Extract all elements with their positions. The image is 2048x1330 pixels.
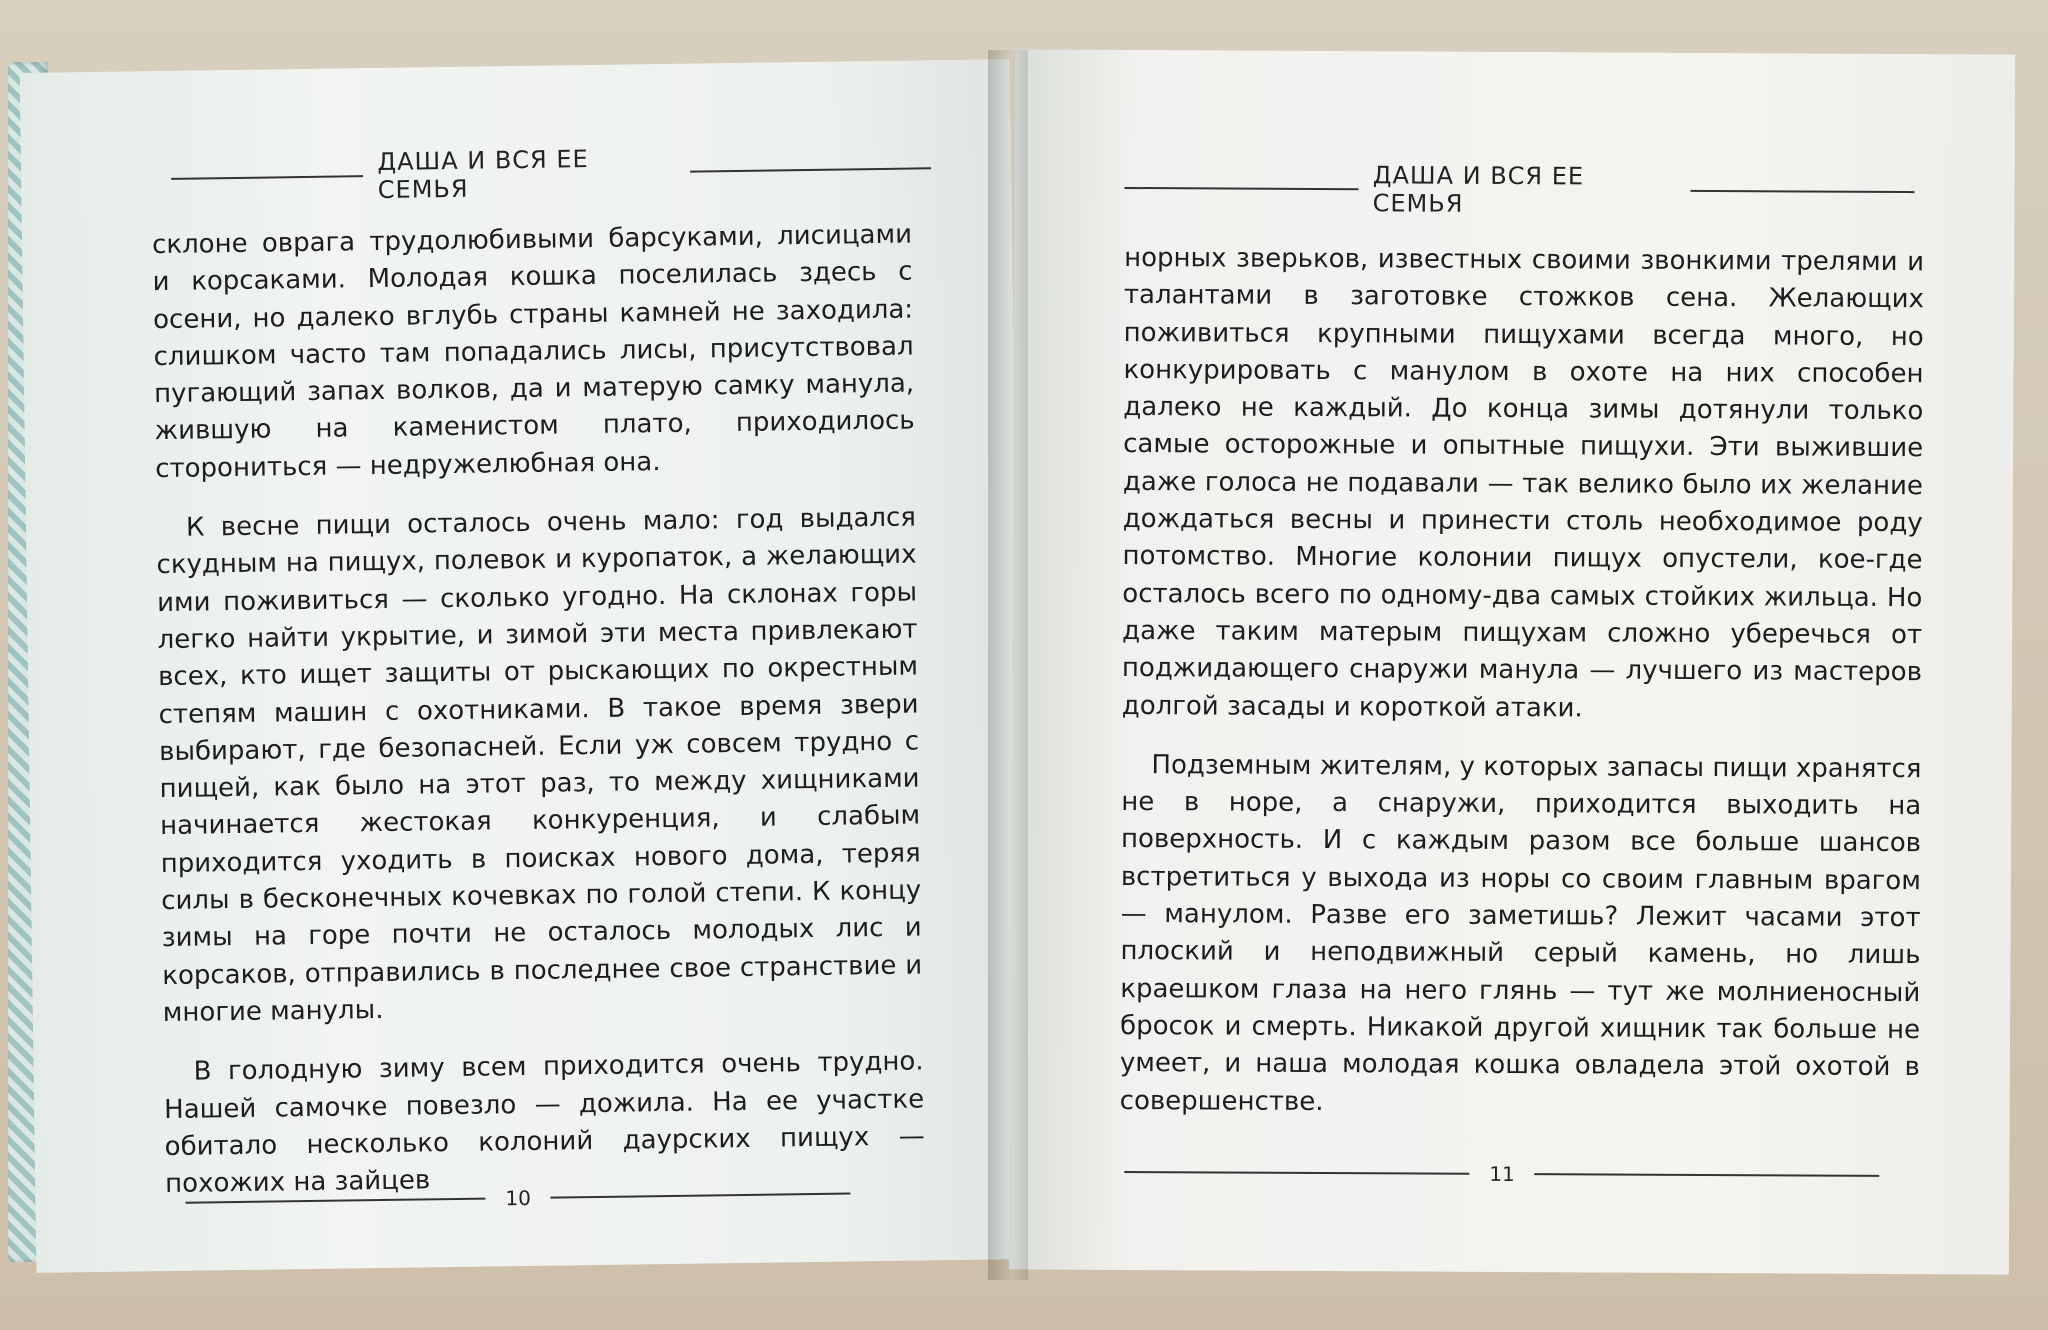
- right-body-text: [1119, 240, 1924, 1146]
- page-number: 10: [505, 1185, 532, 1211]
- head-rule-left: [1124, 187, 1358, 190]
- right-page: [1009, 49, 2015, 1274]
- book-gutter-shadow: [988, 50, 1028, 1280]
- left-running-head: [171, 140, 932, 207]
- left-page: [20, 59, 1027, 1273]
- right-running-head: [1124, 160, 1914, 220]
- foot-rule-right: [551, 1192, 851, 1198]
- left-body-text: [152, 217, 926, 1226]
- right-footer: [1124, 1160, 1914, 1188]
- head-rule-right: [691, 167, 932, 172]
- foot-rule-left: [1124, 1171, 1469, 1175]
- foot-rule-left: [185, 1198, 485, 1204]
- head-rule-right: [1690, 190, 1914, 193]
- paragraph: Подземным жителям, у которых запасы пищи хранятся не в норе, а снаружи, приходится выходить на поверхность. И с каждым разом все больше шансов встретиться у выхода из норы со своим главным врагом — манулом. Разве его заметишь? Лежит часами этот плоский и неподвижный серый камень, но лишь краешком глаза на него глянь — тут же молниеносный бросок и смерть. Никакой другой хищник так больше не умеет, и наша молодая кошка овладела этой охотой в совершенстве.: [1119, 749, 1922, 1117]
- running-head-title: ДАША И ВСЯ ЕЕ СЕМЬЯ: [377, 145, 589, 204]
- running-head-title: ДАША И ВСЯ ЕЕ СЕМЬЯ: [1372, 161, 1585, 218]
- head-rule-left: [171, 175, 363, 180]
- paragraph: В голодную зиму всем приходится очень трудно. Нашей самочке повезло — дожила. На ее участке обитало несколько колоний даурских пищух — похожих на зайцев: [163, 1046, 925, 1200]
- foot-rule-right: [1535, 1173, 1880, 1177]
- paragraph: К весне пищи осталось очень мало: год выдался скудным на пищух, полевок и куропаток, а желающих ими поживиться — сколько угодно. На склонах горы легко найти укрытие, и зимой эти места привлекают всех, кто ищет защиты от рыскающих по окрестным степям машин с охотниками. В такое время звери выбирают, где безопасней. Если уж совсем трудно с пищей, как было на этот раз, то между хищниками начинается жестокая конкуренция, и слабым приходится уходить в поисках нового дома, теряя силы в бесконечных кочевках по голой степи. К концу зимы на горе почти не осталось молодых лис и корсаков, отправились в последнее свое странствие и многие манулы.: [156, 502, 923, 1028]
- paragraph: норных зверьков, известных своими звонкими трелями и талантами в заготовке стожков сена. Желающих поживиться крупными пищухами всегда много, но конкурировать с манулом в охоте на них способен далеко не каждый. До конца зимы дотянули только самые осторожные и опытные пищухи. Эти выжившие даже голоса не подавали — так велико было их желание дождаться весны и принести столь необходимое роду потомство. Многие колонии пищух опустели, кое-где осталось всего по одному-два самых стойких жильца. Но даже таким матерым пищухам сложно уберечься от поджидающего снаружи манула — лучшего из мастеров долгой засады и короткой атаки.: [1121, 242, 1925, 723]
- paragraph: склоне оврага трудолюбивыми барсуками, лисицами и корсаками. Молодая кошка поселилась здесь с осени, но далеко вглубь страны камней не заходила: слишком часто там попадались лисы, присутствовал пугающий запах волков, да и матерую самку манула, жившую на каменистом плато, приходилось сторониться — недружелюбная она.: [151, 219, 915, 484]
- page-number: 11: [1489, 1161, 1515, 1187]
